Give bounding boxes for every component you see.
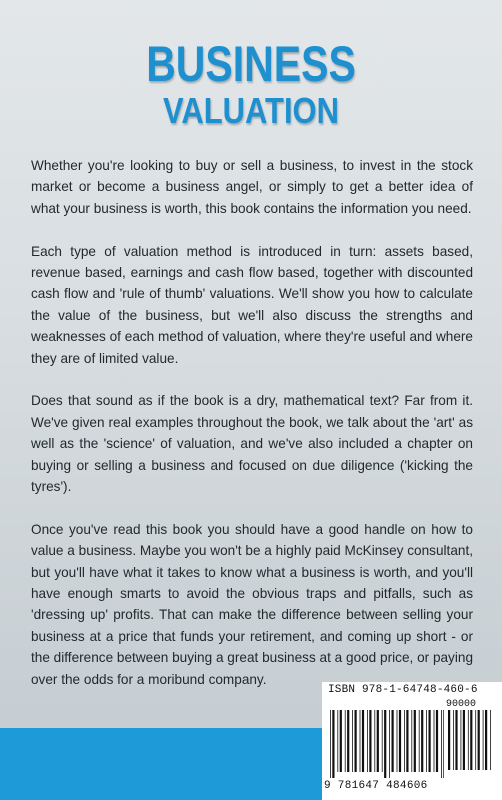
barcode-bar [337,710,338,772]
barcode-bar [468,710,469,770]
barcode-bar [429,710,431,772]
barcode-bar [355,710,357,772]
barcode-bar [377,710,379,772]
barcode-bar [411,710,412,772]
barcode-bar [384,710,386,778]
back-cover-blurb [31,155,473,690]
barcode-bar [426,710,427,772]
barcode-bar [478,710,480,770]
barcode-bar [399,710,401,772]
barcode-bar [374,710,375,772]
isbn-barcode-box [322,682,502,800]
barcode-bar [404,710,405,772]
blurb-paragraph-1: Whether you're looking to buy or sell a business, to invest in the stock market or become a business angel, or simply to get a better idea of what your business is worth, this book contains the information you need. [31,158,473,216]
barcode-bar [330,710,331,778]
barcode-bar [360,710,361,772]
barcode-addon-bars [448,710,492,770]
barcode-bar [453,710,454,770]
barcode-bar [414,710,416,772]
barcode-bar [340,710,342,772]
barcode-bar [461,710,462,770]
barcode-bar [367,710,368,772]
barcode-bar [382,710,383,772]
title-line-business: BUSINESS [146,36,356,92]
barcode-bar [419,710,420,772]
barcode-bar [463,710,465,770]
isbn-label: ISBN 978-1-64748-460-6 [328,684,478,696]
title-line-valuation: VALUATION [162,90,340,131]
barcode-bar [392,710,394,772]
blurb-paragraph-2: Each type of valuation method is introduced in turn: assets based, revenue based, earnings and cash flow based, together with discounted cash flow and 'rule of thumb' valuations. We'll show you how to calculate the value of the business, but we'll also discuss the strengths and weaknesses of each method of valuation, where they're useful and where they are of limited value. [31,243,473,366]
barcode-bar [455,710,457,770]
barcode-bar [345,710,346,772]
barcode-bar [436,710,438,772]
barcode-bar [448,710,450,770]
blurb-paragraph-4: Once you've read this book you should have a good handle on how to value a business. Maybe you won't be a highly paid McKinsey consultant, but you'll have what it takes to know what a business is worth, and you'll have enough smarts to avoid the obvious traps and pitfalls, such as 'dressing up' profits. That can make the difference between selling your business at a price that funds your retirement, and coming up short - or the difference between buying a great business at a good price, or paying over the odds for a moribund company. [31,521,473,687]
blurb-paragraph-3: Does that sound as if the book is a dry, mathematical text? Far from it. We've given real examples throughout the book, we talk about the 'art' as well as the 'science' of valuation, and we've also included a chapter on buying or selling a business and focused on due diligence ('kicking the tyres'). [31,393,473,495]
barcode-bar [434,710,435,772]
barcode-bar [483,710,484,770]
barcode-bar [421,710,423,772]
barcode-bar [470,710,472,770]
barcode-bar [389,710,390,778]
book-title [0,38,502,130]
barcode-digits: 9 781647 484606 [324,780,428,792]
barcode-bar [332,710,334,778]
barcode-main-bars [330,710,444,778]
barcode-bar [352,710,353,772]
barcode-bar [490,710,491,770]
barcode-bar [441,710,442,778]
barcode-bar [369,710,371,772]
price-code: 90000 [446,699,477,710]
barcode-bar [475,710,476,770]
barcode-bar [397,710,398,772]
barcode-bar [362,710,364,772]
barcode-bar [485,710,487,770]
barcode-bar [347,710,349,772]
barcode-bar [443,710,444,778]
barcode-bar [406,710,408,772]
